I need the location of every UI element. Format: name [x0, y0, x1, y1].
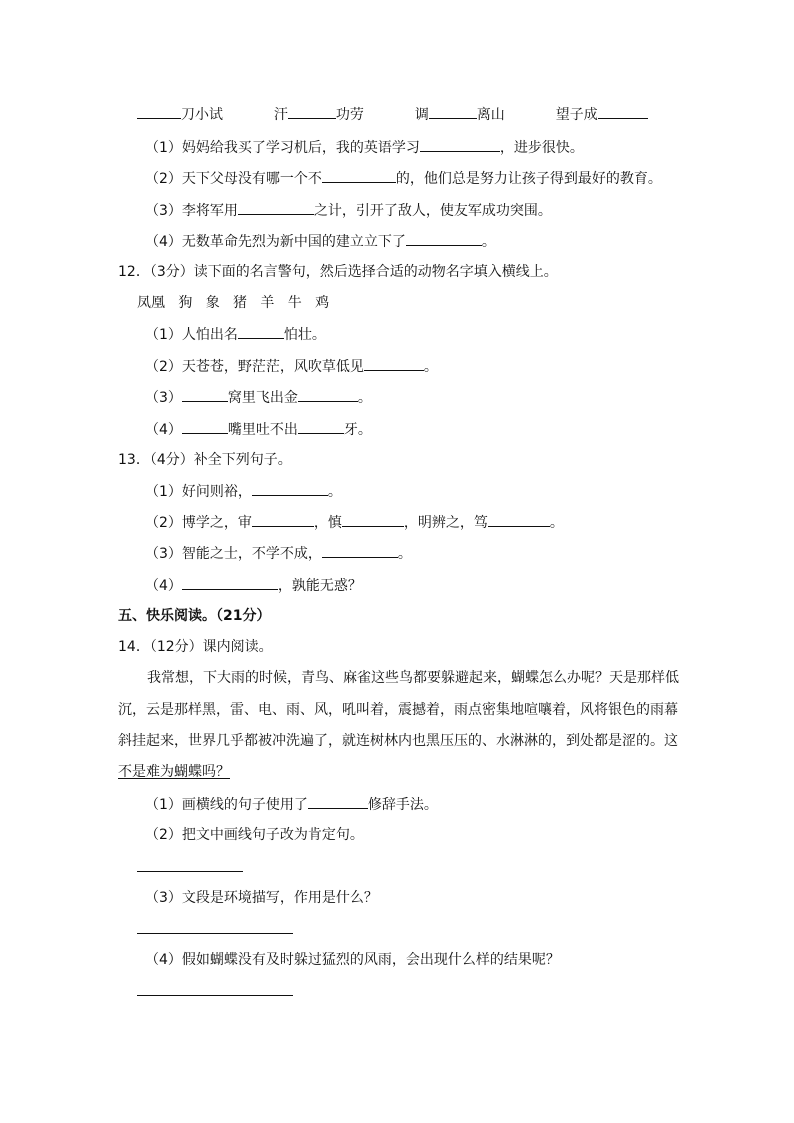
item-text: 。: [549, 515, 564, 531]
answer-blank[interactable]: [252, 512, 314, 527]
answer-blank[interactable]: [182, 419, 228, 434]
q12-item-1: [145, 324, 326, 345]
item-text: 把文中画线句子改为肯定句。: [181, 827, 364, 843]
q11-item-2: [145, 168, 662, 189]
passage-underlined-sentence: 不是难为蝴蝶吗？: [118, 764, 230, 780]
answer-blank[interactable]: [429, 104, 477, 119]
answer-line[interactable]: [137, 871, 243, 872]
q14-item-4: [145, 950, 560, 970]
item-text: ，孰能无惑？: [277, 578, 362, 594]
item-text: ，进步很快。: [499, 140, 584, 156]
item-number: （4）: [145, 422, 182, 438]
item-number: （1）: [145, 797, 182, 813]
q12-title: 12．（3分）读下面的名言警句，然后选择合适的动物名字填入横线上。: [118, 264, 558, 280]
q14-item-2: [145, 825, 364, 845]
item-number: （2）: [145, 827, 182, 843]
item-text: 。: [357, 390, 372, 406]
item-text: 窝里飞出金: [227, 390, 298, 406]
item-text: 天下父母没有哪一个不: [181, 171, 322, 187]
q13-item-1: [145, 481, 342, 502]
passage-line-1: 我常想，下大雨的时候，青鸟、麻雀这些鸟都要躲避起来，蝴蝶怎么办呢？天是那样低: [147, 670, 679, 686]
item-number: （3）: [145, 203, 182, 219]
item-text: ，明辨之，笃: [403, 515, 488, 531]
idiom-row: [137, 104, 648, 125]
answer-blank[interactable]: [298, 387, 358, 402]
item-text: 牙。: [343, 422, 372, 438]
item-text: 嘴里吐不出: [227, 422, 298, 438]
answer-blank[interactable]: [238, 324, 284, 339]
idiom-2-post: 功劳: [335, 107, 364, 123]
answer-line[interactable]: [137, 995, 293, 996]
answer-blank[interactable]: [182, 387, 228, 402]
q11-item-3: [145, 200, 552, 221]
answer-blank[interactable]: [420, 137, 500, 152]
idiom-1-post: 刀小试: [181, 107, 223, 123]
q12-item-3: [145, 387, 372, 408]
answer-blank[interactable]: [288, 104, 336, 119]
item-text: 怕壮。: [283, 327, 326, 343]
idiom-4-pre: 望子成: [555, 107, 598, 123]
item-number: （3）: [145, 390, 182, 406]
item-number: （3）: [145, 890, 182, 906]
answer-blank[interactable]: [298, 419, 344, 434]
item-text: 画横线的句子使用了: [181, 797, 308, 813]
answer-blank[interactable]: [182, 575, 278, 590]
idiom-3-post: 离山: [476, 107, 505, 123]
item-number: （4）: [145, 952, 182, 968]
answer-blank[interactable]: [322, 168, 396, 183]
item-text: 无数革命先烈为新中国的建立立下了: [181, 234, 406, 250]
item-text: 博学之，审: [181, 515, 252, 531]
item-number: （4）: [145, 234, 182, 250]
q12-item-4: [145, 419, 372, 440]
q14-item-3: [145, 888, 378, 908]
passage-line-2: 沉，云是那样黑，雷、电、雨、风，吼叫着，震撼着，雨点密集地喧嚷着，风将银色的雨幕: [118, 702, 678, 718]
item-text: 。: [481, 234, 496, 250]
passage-line-3: 斜挂起来，世界几乎都被冲洗遍了，就连树林内也黑压压的、水淋淋的，到处都是涩的。这: [118, 733, 678, 749]
item-text: 。: [397, 546, 412, 562]
q14-title: 14．（12分）课内阅读。: [118, 639, 273, 655]
q11-item-1: [145, 137, 584, 158]
item-number: （4）: [145, 578, 182, 594]
answer-blank[interactable]: [364, 356, 424, 371]
answer-blank[interactable]: [137, 104, 181, 119]
answer-blank[interactable]: [308, 794, 368, 809]
item-text: ，慎: [313, 515, 342, 531]
q13-item-2: [145, 512, 564, 533]
item-text: 文段是环境描写，作用是什么？: [181, 890, 378, 906]
idiom-3-pre: 调: [414, 107, 429, 123]
item-text: 智能之士，不学不成，: [181, 546, 322, 562]
idiom-2-pre: 汗: [273, 107, 288, 123]
q12-item-2: [145, 356, 438, 377]
section-heading: 五、快乐阅读。（21分）: [118, 608, 271, 624]
item-text: 假如蝴蝶没有及时躲过猛烈的风雨，会出现什么样的结果呢？: [181, 952, 560, 968]
answer-blank[interactable]: [488, 512, 550, 527]
item-number: （2）: [145, 515, 182, 531]
item-text: 修辞手法。: [367, 797, 438, 813]
q13-item-3: [145, 543, 412, 564]
item-text: 的，他们总是努力让孩子得到最好的教育。: [395, 171, 662, 187]
item-number: （1）: [145, 327, 182, 343]
answer-line[interactable]: [137, 933, 293, 934]
answer-blank[interactable]: [342, 512, 404, 527]
item-text: 李将军用: [181, 203, 238, 219]
item-number: （3）: [145, 546, 182, 562]
item-text: 。: [327, 484, 342, 500]
item-text: 妈妈给我买了学习机后，我的英语学习: [181, 140, 420, 156]
item-text: 。: [423, 359, 438, 375]
item-number: （1）: [145, 484, 182, 500]
answer-blank[interactable]: [406, 231, 482, 246]
answer-blank[interactable]: [252, 481, 328, 496]
item-number: （2）: [145, 359, 182, 375]
item-text: 人怕出名: [181, 327, 238, 343]
q12-options: 凤凰 狗 象 猪 羊 牛 鸡: [137, 295, 330, 311]
q14-item-1: [145, 794, 438, 815]
answer-blank[interactable]: [238, 200, 314, 215]
answer-blank[interactable]: [598, 104, 648, 119]
q13-title: 13．（4分）补全下列句子。: [118, 452, 292, 468]
item-text: 好问则裕，: [181, 484, 252, 500]
q11-item-4: [145, 231, 496, 252]
item-text: 之计，引开了敌人，使友军成功突围。: [313, 203, 552, 219]
item-number: （1）: [145, 140, 182, 156]
item-text: 天苍苍，野茫茫，风吹草低见: [181, 359, 364, 375]
item-number: （2）: [145, 171, 182, 187]
q13-item-4: [145, 575, 362, 596]
answer-blank[interactable]: [322, 543, 398, 558]
